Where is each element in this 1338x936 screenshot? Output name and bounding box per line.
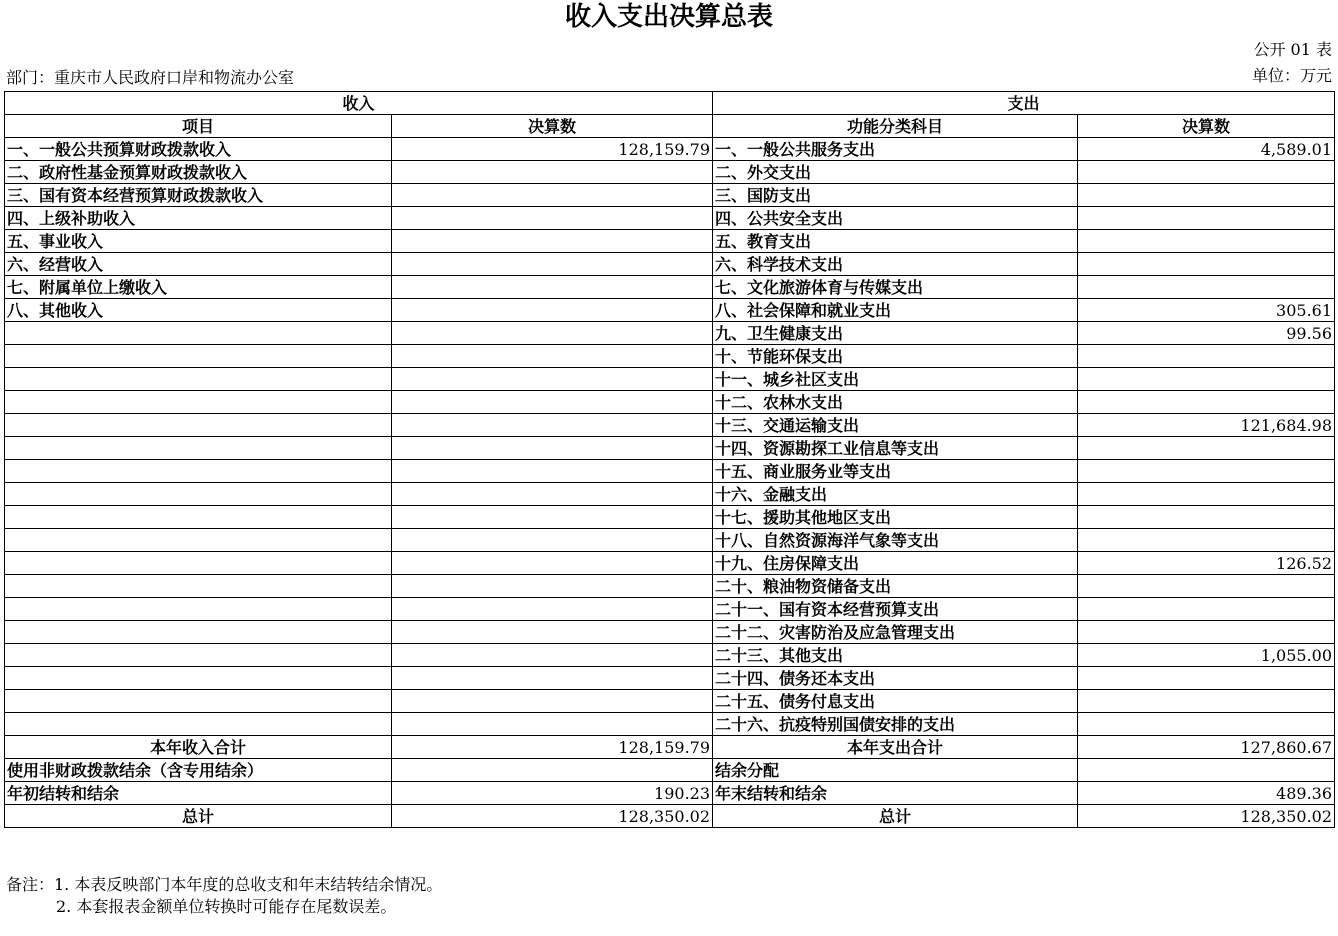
expense-item-cell: 十七、援助其他地区支出	[713, 506, 1078, 529]
income-item-cell	[5, 322, 392, 345]
expense-value-cell	[1078, 161, 1335, 184]
table-row	[5, 414, 1335, 437]
income-value-cell	[392, 506, 713, 529]
table-row	[5, 621, 1335, 644]
income-value-cell	[392, 621, 713, 644]
income-value-cell	[392, 667, 713, 690]
table-row	[5, 552, 1335, 575]
income-value-cell	[392, 460, 713, 483]
table-row	[5, 644, 1335, 667]
expense-value-cell	[1078, 483, 1335, 506]
table-row	[5, 184, 1335, 207]
nonfiscal-label: 使用非财政拨款结余（含专用结余）	[5, 759, 392, 782]
table-row	[5, 230, 1335, 253]
expense-item-cell: 二、外交支出	[713, 161, 1078, 184]
begin-balance-label: 年初结转和结余	[5, 782, 392, 805]
expense-item-cell: 十九、住房保障支出	[713, 552, 1078, 575]
income-item-cell: 四、上级补助收入	[5, 207, 392, 230]
income-item-cell	[5, 644, 392, 667]
page-title: 收入支出决算总表	[564, 2, 773, 32]
expense-value-cell	[1078, 506, 1335, 529]
income-item-cell: 一、一般公共预算财政拨款收入	[5, 138, 392, 161]
notes	[6, 874, 442, 918]
expense-value-cell	[1078, 621, 1335, 644]
grand-total-expense-label: 总计	[713, 805, 1078, 828]
income-item-cell: 七、附属单位上缴收入	[5, 276, 392, 299]
income-amount-column-header: 决算数	[392, 115, 713, 138]
expense-item-cell: 十二、农林水支出	[713, 391, 1078, 414]
income-value-cell	[392, 414, 713, 437]
income-item-cell	[5, 414, 392, 437]
expense-total-label: 本年支出合计	[713, 736, 1078, 759]
expense-value-cell	[1078, 437, 1335, 460]
expense-section-header: 支出	[713, 92, 1335, 115]
nonfiscal-row	[5, 759, 1335, 782]
expense-item-cell: 六、科学技术支出	[713, 253, 1078, 276]
income-section-header: 收入	[5, 92, 713, 115]
category-column-header: 功能分类科目	[713, 115, 1078, 138]
table-row	[5, 483, 1335, 506]
income-item-cell: 二、政府性基金预算财政拨款收入	[5, 161, 392, 184]
expense-value-cell: 126.52	[1078, 552, 1335, 575]
income-value-cell	[392, 483, 713, 506]
nonfiscal-value	[392, 759, 713, 782]
income-total-value: 128,159.79	[392, 736, 713, 759]
expense-value-cell	[1078, 368, 1335, 391]
income-value-cell	[392, 368, 713, 391]
surplus-distribution-label: 结余分配	[713, 759, 1078, 782]
grand-total-income-label: 总计	[5, 805, 392, 828]
table-row	[5, 138, 1335, 161]
department-label: 部门：重庆市人民政府口岸和物流办公室	[6, 68, 295, 87]
table-row	[5, 345, 1335, 368]
table-row	[5, 276, 1335, 299]
income-total-row	[5, 736, 1335, 759]
income-item-cell	[5, 713, 392, 736]
expense-value-cell	[1078, 184, 1335, 207]
section-header-row	[5, 92, 1335, 115]
income-value-cell	[392, 161, 713, 184]
expense-item-cell: 五、教育支出	[713, 230, 1078, 253]
table-row	[5, 529, 1335, 552]
table-row	[5, 161, 1335, 184]
expense-item-cell: 十五、商业服务业等支出	[713, 460, 1078, 483]
income-value-cell	[392, 575, 713, 598]
income-value-cell	[392, 207, 713, 230]
note-line-2: 2. 本套报表金额单位转换时可能存在尾数误差。	[56, 897, 397, 916]
surplus-distribution-value	[1078, 759, 1335, 782]
table-row	[5, 437, 1335, 460]
expense-value-cell: 99.56	[1078, 322, 1335, 345]
expense-item-cell: 二十六、抗疫特别国债安排的支出	[713, 713, 1078, 736]
grand-total-expense-value: 128,350.02	[1078, 805, 1335, 828]
expense-value-cell	[1078, 276, 1335, 299]
income-value-cell	[392, 690, 713, 713]
table-row	[5, 253, 1335, 276]
income-item-cell	[5, 391, 392, 414]
item-column-header: 项目	[5, 115, 392, 138]
income-item-cell	[5, 506, 392, 529]
expense-item-cell: 二十一、国有资本经营预算支出	[713, 598, 1078, 621]
income-item-cell: 五、事业收入	[5, 230, 392, 253]
income-value-cell	[392, 345, 713, 368]
note-line-1: 备注：1. 本表反映部门本年度的总收支和年末结转结余情况。	[6, 875, 443, 894]
income-item-cell	[5, 529, 392, 552]
table-row	[5, 713, 1335, 736]
expense-item-cell: 二十二、灾害防治及应急管理支出	[713, 621, 1078, 644]
expense-value-cell	[1078, 345, 1335, 368]
expense-value-cell	[1078, 667, 1335, 690]
income-item-cell	[5, 552, 392, 575]
expense-total-value: 127,860.67	[1078, 736, 1335, 759]
income-item-cell: 六、经营收入	[5, 253, 392, 276]
income-value-cell	[392, 598, 713, 621]
table-row	[5, 506, 1335, 529]
table-row	[5, 667, 1335, 690]
expense-value-cell	[1078, 575, 1335, 598]
expense-item-cell: 八、社会保障和就业支出	[713, 299, 1078, 322]
expense-value-cell	[1078, 529, 1335, 552]
expense-item-cell: 一、一般公共服务支出	[713, 138, 1078, 161]
income-value-cell	[392, 529, 713, 552]
income-item-cell	[5, 483, 392, 506]
expense-value-cell: 1,055.00	[1078, 644, 1335, 667]
income-item-cell	[5, 368, 392, 391]
income-value-cell	[392, 253, 713, 276]
table-row	[5, 368, 1335, 391]
expense-item-cell: 十三、交通运输支出	[713, 414, 1078, 437]
expense-item-cell: 十、节能环保支出	[713, 345, 1078, 368]
table-row	[5, 575, 1335, 598]
expense-value-cell: 4,589.01	[1078, 138, 1335, 161]
table-row	[5, 322, 1335, 345]
income-expense-table	[4, 91, 1335, 828]
begin-balance-value: 190.23	[392, 782, 713, 805]
income-item-cell: 八、其他收入	[5, 299, 392, 322]
expense-item-cell: 二十五、债务付息支出	[713, 690, 1078, 713]
balance-row	[5, 782, 1335, 805]
table-row	[5, 690, 1335, 713]
income-item-cell	[5, 667, 392, 690]
column-header-row	[5, 115, 1335, 138]
grand-total-row	[5, 805, 1335, 828]
expense-value-cell	[1078, 598, 1335, 621]
expense-item-cell: 七、文化旅游体育与传媒支出	[713, 276, 1078, 299]
table-row	[5, 460, 1335, 483]
income-value-cell	[392, 184, 713, 207]
expense-value-cell: 305.61	[1078, 299, 1335, 322]
income-value-cell	[392, 713, 713, 736]
expense-value-cell	[1078, 690, 1335, 713]
expense-item-cell: 十四、资源勘探工业信息等支出	[713, 437, 1078, 460]
expense-item-cell: 九、卫生健康支出	[713, 322, 1078, 345]
expense-value-cell	[1078, 230, 1335, 253]
income-item-cell	[5, 575, 392, 598]
income-item-cell: 三、国有资本经营预算财政拨款收入	[5, 184, 392, 207]
expense-value-cell	[1078, 207, 1335, 230]
end-balance-value: 489.36	[1078, 782, 1335, 805]
income-value-cell	[392, 322, 713, 345]
income-value-cell	[392, 230, 713, 253]
end-balance-label: 年末结转和结余	[713, 782, 1078, 805]
income-value-cell	[392, 437, 713, 460]
expense-item-cell: 十六、金融支出	[713, 483, 1078, 506]
table-row	[5, 391, 1335, 414]
expense-value-cell	[1078, 460, 1335, 483]
income-total-label: 本年收入合计	[5, 736, 392, 759]
income-item-cell	[5, 437, 392, 460]
income-value-cell	[392, 299, 713, 322]
expense-value-cell	[1078, 253, 1335, 276]
table-code: 公开 01 表	[1253, 40, 1332, 59]
expense-value-cell	[1078, 713, 1335, 736]
income-value-cell	[392, 276, 713, 299]
income-value-cell: 128,159.79	[392, 138, 713, 161]
expense-value-cell	[1078, 391, 1335, 414]
table-row	[5, 598, 1335, 621]
expense-item-cell: 二十四、债务还本支出	[713, 667, 1078, 690]
income-item-cell	[5, 621, 392, 644]
grand-total-income-value: 128,350.02	[392, 805, 713, 828]
income-value-cell	[392, 391, 713, 414]
expense-value-cell: 121,684.98	[1078, 414, 1335, 437]
expense-item-cell: 三、国防支出	[713, 184, 1078, 207]
expense-item-cell: 二十三、其他支出	[713, 644, 1078, 667]
expense-item-cell: 二十、粮油物资储备支出	[713, 575, 1078, 598]
income-item-cell	[5, 690, 392, 713]
expense-amount-column-header: 决算数	[1078, 115, 1335, 138]
unit-label: 单位：万元	[1251, 66, 1332, 85]
income-value-cell	[392, 644, 713, 667]
income-item-cell	[5, 598, 392, 621]
income-value-cell	[392, 552, 713, 575]
table-row	[5, 207, 1335, 230]
income-item-cell	[5, 345, 392, 368]
expense-item-cell: 四、公共安全支出	[713, 207, 1078, 230]
expense-item-cell: 十一、城乡社区支出	[713, 368, 1078, 391]
expense-item-cell: 十八、自然资源海洋气象等支出	[713, 529, 1078, 552]
table-row	[5, 299, 1335, 322]
income-item-cell	[5, 460, 392, 483]
